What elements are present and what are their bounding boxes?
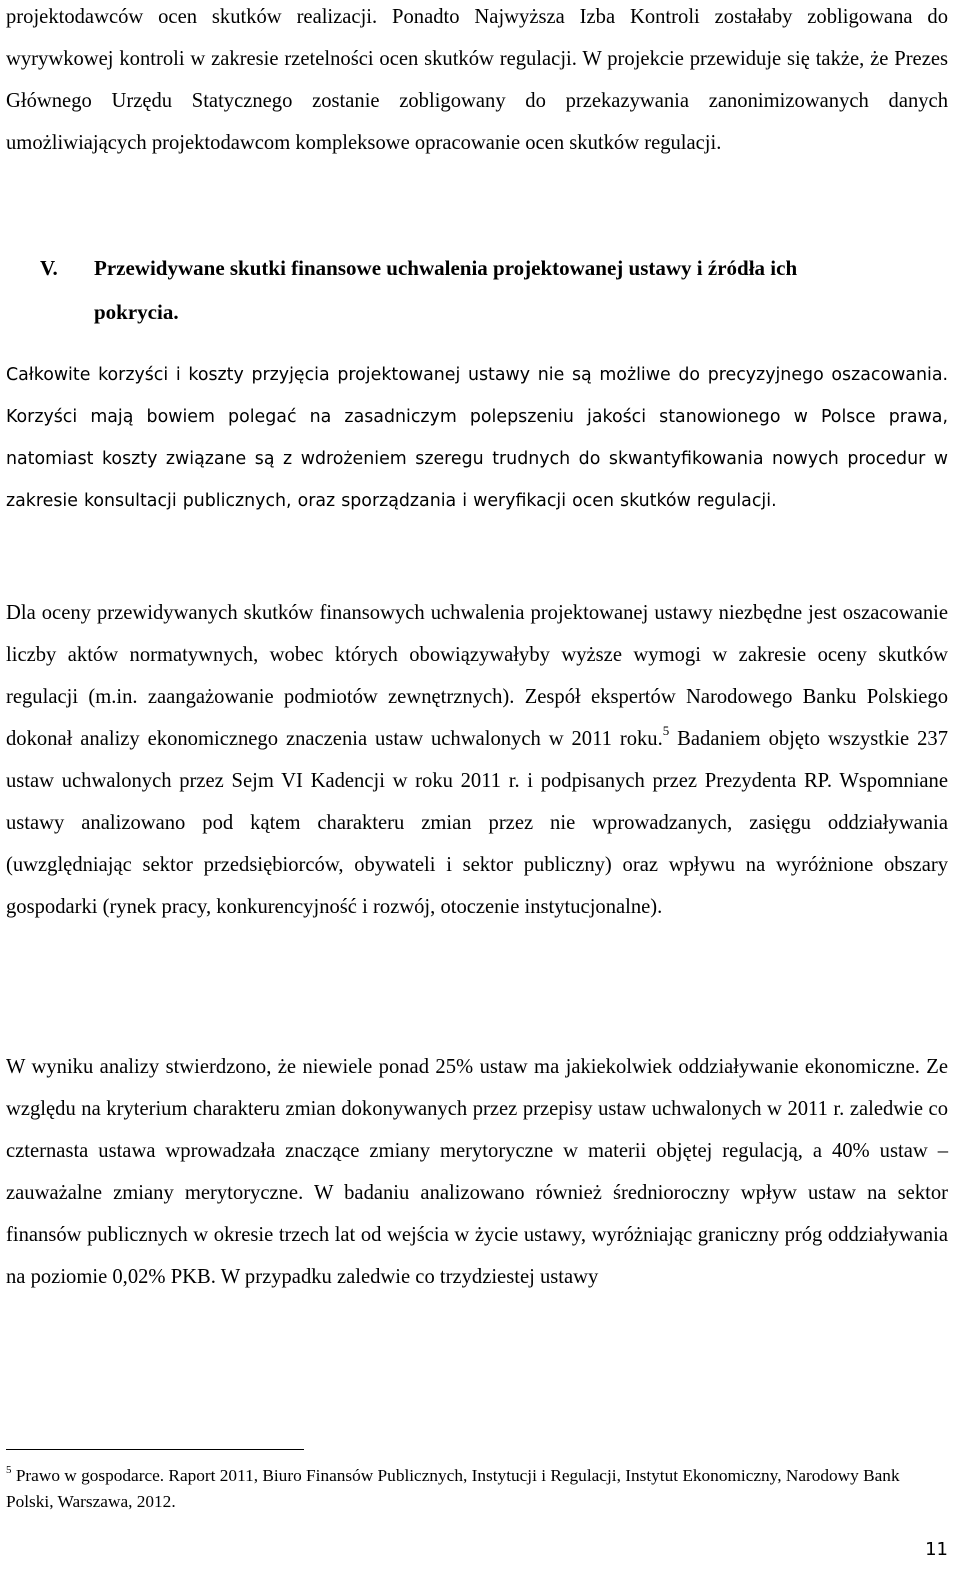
section-title-line-1: Przewidywane skutki finansowe uchwalenia projektowanej ustawy i źródła ich (94, 256, 798, 280)
paragraph-text: W wyniku analizy stwierdzono, że niewiele ponad 25% ustaw ma jakiekolwiek oddziaływanie ekonomiczne. Ze względu na kryterium charakteru zmian dokonywanych przez przepisy ustaw uchwalonych w 2011 r. zaledwie co czternasta ustawa wprowadzała znaczące zmiany merytoryczne w materii objętej regulacją, a 40% ustaw – zauważalne zmiany merytoryczne. W badaniu analizowano również średnioroczny wpływ ustaw na sektor finansów publicznych w okresie trzech lat od wejścia w życie ustawy, wyróżniając graniczny próg oddziaływania na poziomie 0,02% PKB. W przypadku zaledwie co trzydziestej ustawy (6, 1056, 948, 1288)
section-heading (40, 246, 948, 334)
paragraph-text: Dla oceny przewidywanych skutków finansowych uchwalenia projektowanej ustawy niezbędne jest oszacowanie liczby aktów normatywnych, wobec których obowiązywałyby wyższe wymogi w zakresie oceny skutków regulacji (m.in. zaangażowanie podmiotów zewnętrznych). Zespół ekspertów Narodowego Banku Polskiego dokonał analizy ekonomicznego znaczenia ustaw uchwalonych w 2011 roku. (6, 602, 948, 750)
paragraph-text: projektodawców ocen skutków realizacji. Ponadto Najwyższa Izba Kontroli zostałaby zobligowana do wyrywkowej kontroli w zakresie rzetelności ocen skutków regulacji. W projekcie przewiduje się także, że Prezes Głównego Urzędu Statycznego zostanie zobligowany do przekazywania zanonimizowanych danych umożliwiających projektodawcom kompleksowe opracowanie ocen skutków regulacji. (6, 6, 948, 154)
paragraph-costs-benefits (6, 354, 948, 522)
paragraph-analysis-results (6, 1046, 948, 1298)
paragraph-financial-assessment (6, 592, 948, 928)
paragraph-text: Całkowite korzyści i koszty przyjęcia projektowanej ustawy nie są możliwe do precyzyjnego oszacowania. Korzyści mają bowiem polegać na zasadniczym polepszeniu jakości stanowionego w Polsce prawa, natomiast koszty związane są z wdrożeniem szeregu trudnych do skwantyfikowania nowych procedur w zakresie konsultacji publicznych, oraz sporządzania i weryfikacji ocen skutków regulacji. (6, 365, 948, 511)
footnote-separator (6, 1449, 304, 1450)
footnote-reference[interactable]: 5 (662, 723, 670, 739)
footnote-text: Prawo w gospodarce. Raport 2011, Biuro Finansów Publicznych, Instytucji i Regulacji, Instytut Ekonomiczny, Narodowy Bank Polski, Warszawa, 2012. (6, 1466, 900, 1511)
footnote-marker: 5 (6, 1464, 12, 1477)
paragraph-intro-continuation (6, 0, 948, 164)
paragraph-text: Badaniem objęto wszystkie 237 ustaw uchwalonych przez Sejm VI Kadencji w roku 2011 r. i podpisanych przez Prezydenta RP. Wspomniane ustawy analizowano pod kątem charakteru zmian przez nie wprowadzanych, zasięgu oddziaływania (uwzględniając sektor przedsiębiorców, obywateli i sektor publiczny) oraz wpływu na wyróżnione obszary gospodarki (rynek pracy, konkurencyjność i rozwój, otoczenie instytucjonalne). (6, 728, 948, 918)
page-number: 11 (925, 1539, 948, 1560)
section-number: V. (40, 256, 58, 280)
footnote (6, 1463, 948, 1515)
section-title-line-2: pokrycia. (94, 300, 179, 324)
